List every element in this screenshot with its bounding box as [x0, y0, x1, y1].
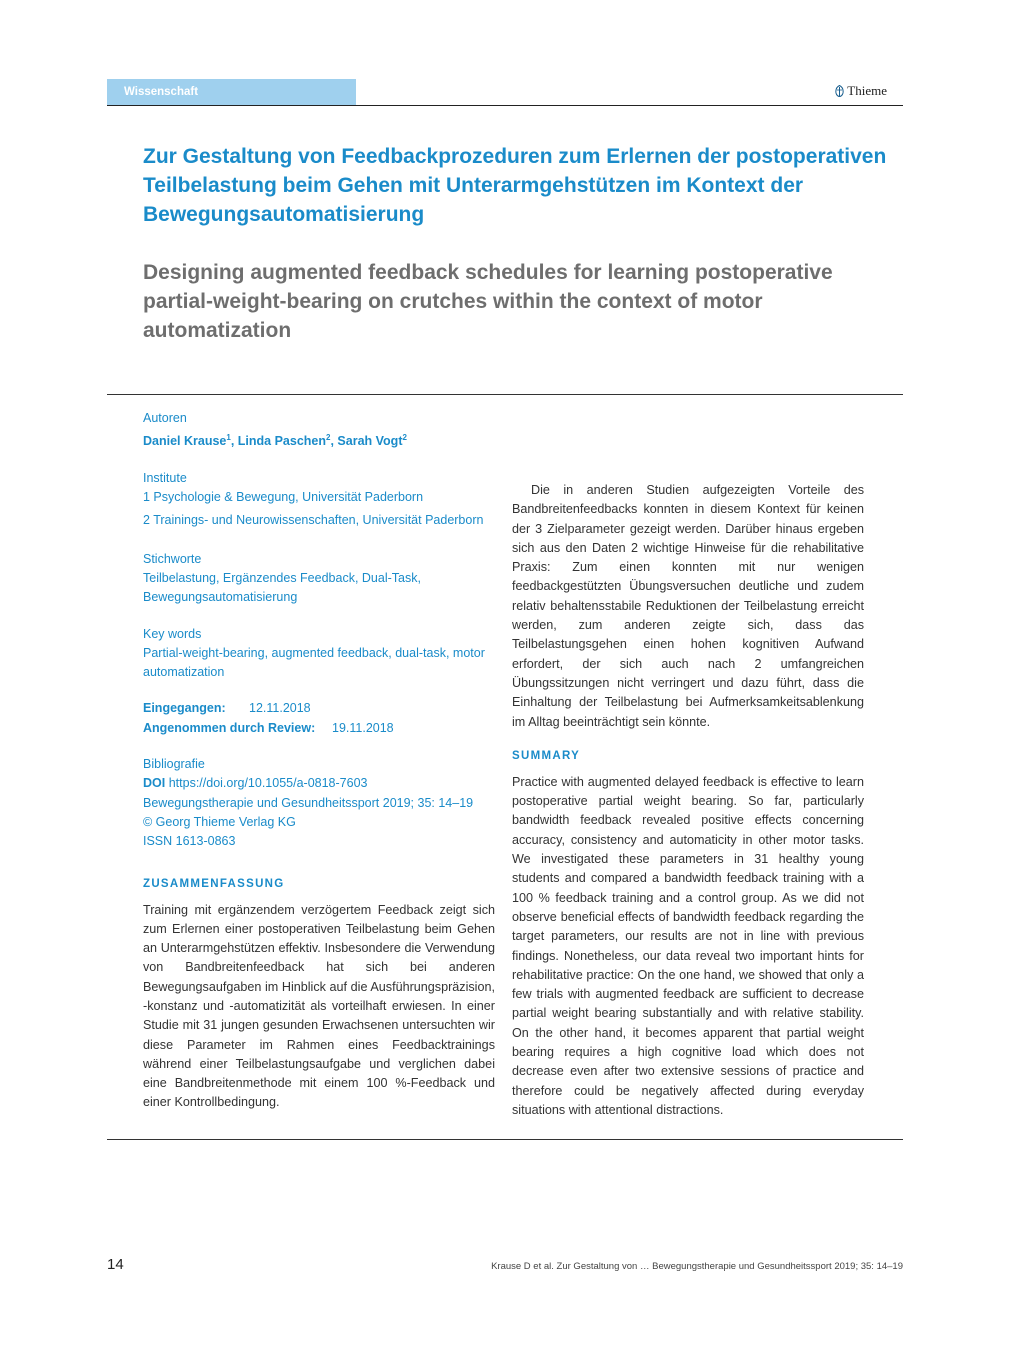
right-column — [512, 481, 864, 1120]
received-row — [143, 699, 495, 718]
authors-label: Autoren — [143, 411, 187, 425]
accepted-date: 19.11.2018 — [332, 720, 394, 735]
summary-text: Practice with augmented delayed feedback is effective to learn postoperative partial weight bearing. So far, particularly bandwidth feedback revealed positive effects concerning accuracy, consistency and automaticity in other motor tasks. We investigated these parameters in 31 healthy young students and compared a bandwidth feedback training with a 100 % feedback training and a control group. As we did not observe beneficial effects of bandwidth feedback regarding the target parameters, our results are not in line with previous findings. Nonetheless, our data reveal two important hints for rehabilitative practice: On the one hand, we showed that only a few trials with augmented feedback are sufficient to decrease partial weight bearing substantially and with relative stability. On the other hand, it becomes apparent that partial weight bearing requires a high cognitive load which does not decrease even after two extensive sessions of practice and therefore could be negatively affected during everyday situations with attentional distractions. — [512, 774, 864, 1117]
accepted-label: Angenommen durch Review: — [143, 720, 316, 735]
keywords-text: Partial-weight-bearing, augmented feedback, dual-task, motor automatization — [143, 645, 485, 680]
bottom-divider — [107, 1139, 903, 1140]
author-name: Linda Paschen — [237, 434, 327, 449]
top-divider — [107, 394, 903, 395]
page-number: 14 — [107, 1256, 124, 1273]
publisher-name: Thieme — [847, 83, 887, 98]
author-affiliation: 2 — [402, 433, 407, 443]
institute-item: 2 Trainings- und Neurowissenschaften, Universität Paderborn — [143, 513, 484, 528]
issn: ISSN 1613-0863 — [143, 834, 236, 849]
received-label: Eingegangen: — [143, 701, 226, 716]
author-affiliation: 2 — [326, 433, 331, 443]
doi-link[interactable]: https://doi.org/10.1055/a-0818-7603 — [168, 776, 368, 791]
summary-heading: SUMMARY — [512, 749, 581, 762]
keywords-block — [143, 625, 495, 683]
left-column — [143, 409, 495, 1113]
authors-block — [143, 409, 495, 452]
stichworte-block — [143, 550, 495, 608]
author-name: Sarah Vogt — [337, 434, 403, 449]
title-german: Zur Gestaltung von Feedbackprozeduren zum Erlernen der postoperativen Teilbelastung beim Gehen mit Unterarmgehstützen im Kontext der Bewegungsautomatisierung — [143, 145, 887, 226]
dates-block — [143, 699, 495, 738]
received-date: 12.11.2018 — [249, 701, 311, 716]
bibliography-block — [143, 755, 495, 851]
institute-item: 1 Psychologie & Bewegung, Universität Paderborn — [143, 490, 424, 505]
footer-citation: Krause D et al. Zur Gestaltung von … Bewegungstherapie und Gesundheitssport 2019; 35: 14–19 — [491, 1261, 903, 1272]
section-band — [107, 79, 356, 106]
stichworte-label: Stichworte — [143, 551, 202, 566]
author-affiliation: 1 — [226, 433, 231, 443]
zusammenfassung-heading: ZUSAMMENFASSUNG — [143, 877, 285, 890]
author-separator: , — [330, 434, 338, 449]
doi-row — [143, 774, 495, 793]
title-english: Designing augmented feedback schedules for learning postoperative partial-weight-bearing on crutches within the context of motor automatization — [143, 261, 833, 342]
author-name: Daniel Krause — [143, 434, 227, 449]
header-rule — [107, 105, 903, 106]
thieme-logo-icon — [835, 85, 844, 97]
institutes-block — [143, 469, 495, 531]
keywords-label: Key words — [143, 626, 202, 641]
accepted-row — [143, 719, 495, 738]
doi-label: DOI — [143, 776, 166, 791]
journal-citation: Bewegungstherapie und Gesundheitssport 2019; 35: 14–19 — [143, 795, 474, 810]
copyright: © Georg Thieme Verlag KG — [143, 814, 296, 829]
authors-list — [143, 428, 495, 451]
institutes-label: Institute — [143, 470, 187, 485]
section-label: Wissenschaft — [124, 86, 199, 98]
author-separator: , — [230, 434, 238, 449]
stichworte-text: Teilbelastung, Ergänzendes Feedback, Dual-Task, Bewegungsautomatisierung — [143, 570, 421, 605]
bibliography-label: Bibliografie — [143, 757, 205, 772]
zusammenfassung-text: Training mit ergänzendem verzögertem Feedback zeigt sich zum Erlernen einer postoperativen Teilbelastung beim Gehen an Unterarmgehstützen effektiv. Insbesondere die Verwendung von Bandbreitenfeedback hat sich bei anderen Bewegungsaufgaben im Hinblick auf die Ausführungspräzision, -konstanz und -automatizität als vorteilhaft erwiesen. In einer Studie mit 31 jungen gesunden Erwachsenen untersuchten wir diese Parameter im Rahmen eines Feedbacktrainings während einer Teilbelastungsaufgabe und verglichen dabei eine Bandbreitenmethode mit einem 100 %-Feedback und einer Kontrollbedingung. — [143, 902, 495, 1110]
zusammenfassung-continued: Die in anderen Studien aufgezeigten Vorteile des Bandbreitenfeedbacks konnten in diesem Kontext für keinen der 3 Zielparameter gezeigt werden. Darüber hinaus ergeben sich aus den Daten 2 wichtige Hinweise für die rehabilitative Praxis: Zum einen konnten mit nur wenigen feedbackgestützten Übungsversuchen deutliche und zudem relativ behaltensstabile Reduktionen der Teilbelastung erreicht werden, zum anderen zeigte sich, dass das Teilbelastungsgehen einen hohen kognitiven Aufwand erfordert, der sich auch nach 2 umfangreichen Übungssitzungen nicht verringert und dazu führt, dass die Einhaltung der Teilbelastung bei Aufmerksamkeitsablenkung im Alltag beeinträchtigt sein könnte. — [512, 483, 864, 729]
publisher-logo — [835, 83, 887, 99]
